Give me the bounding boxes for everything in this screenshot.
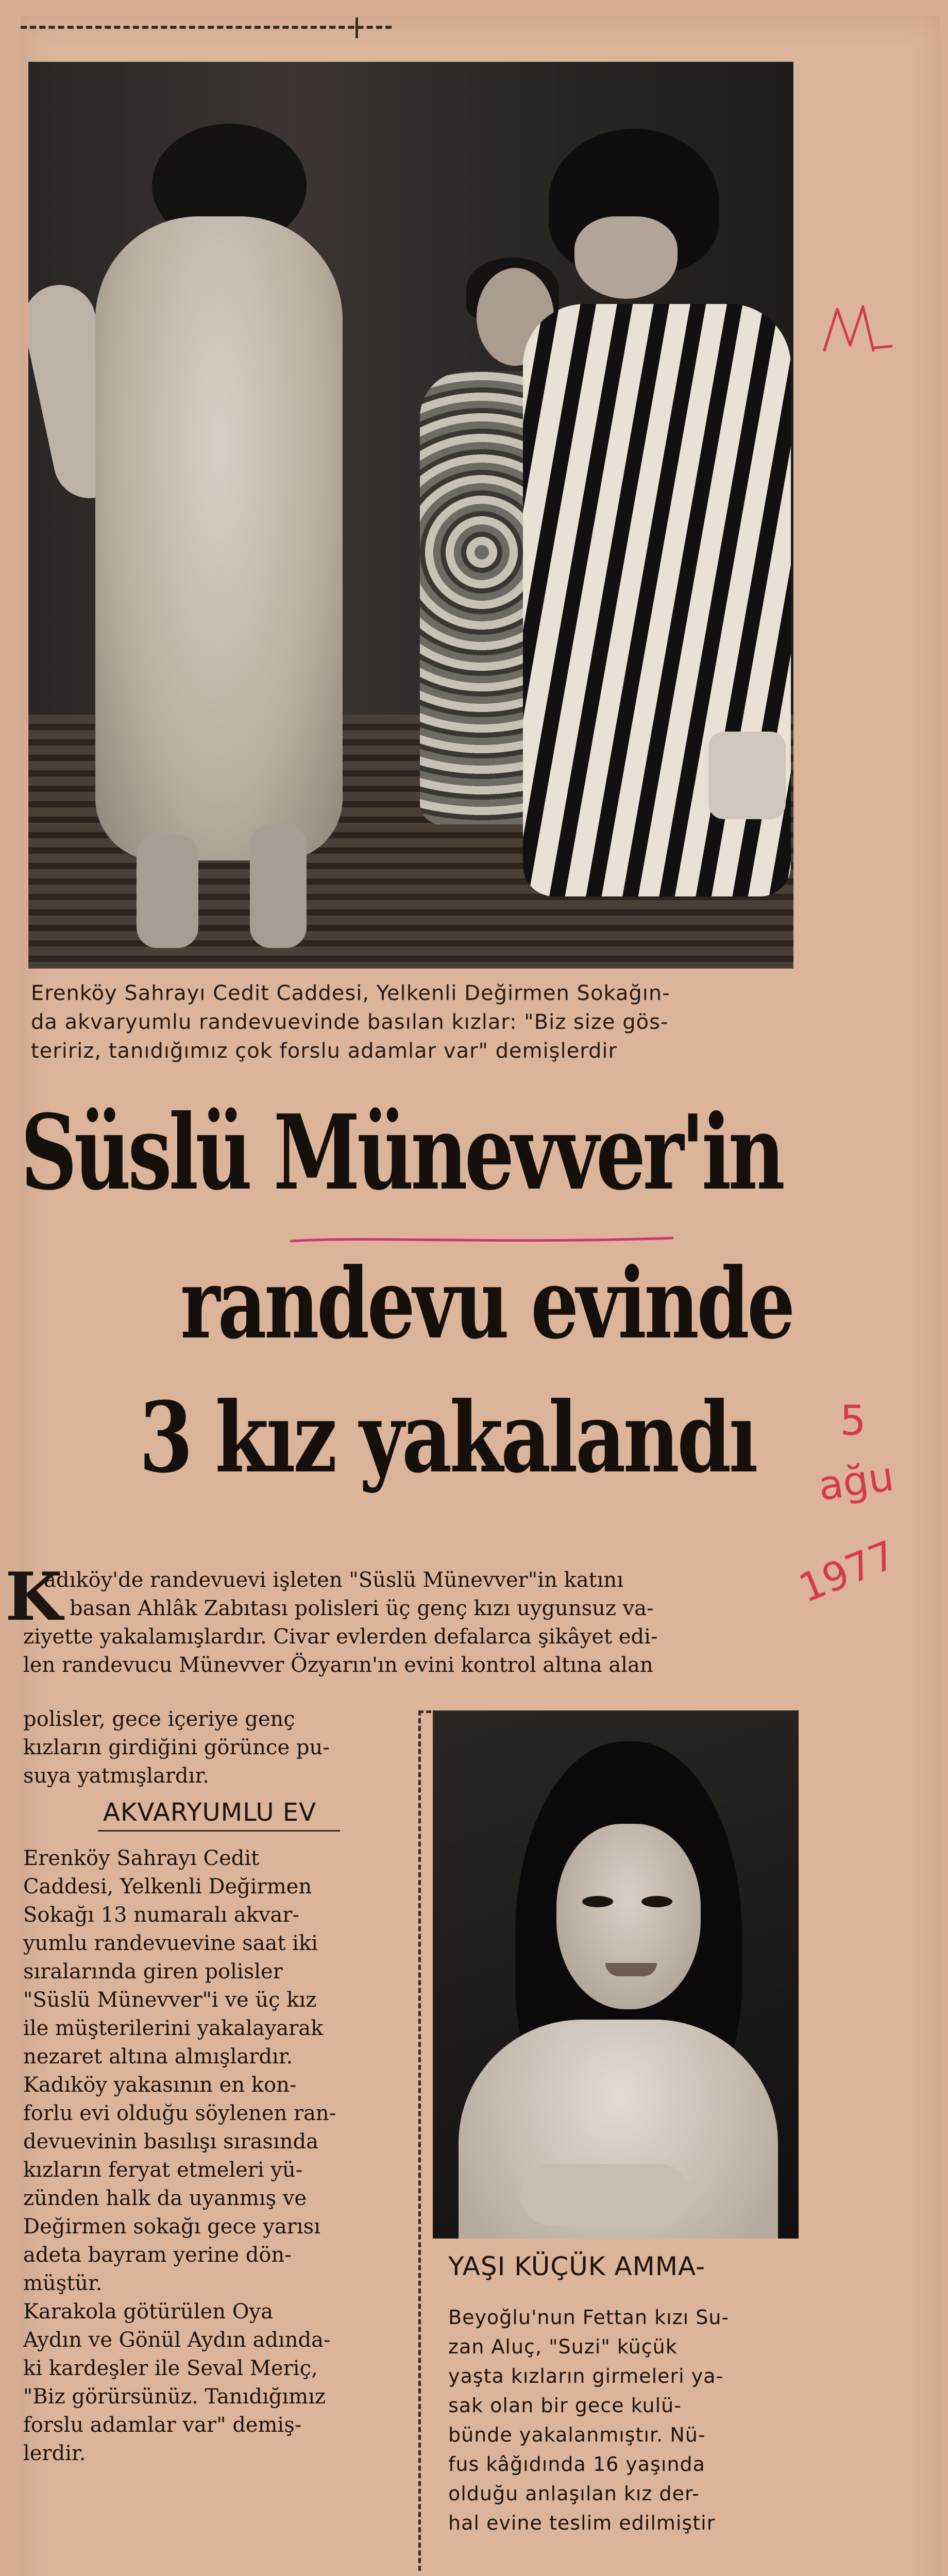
article-line: Karakola götürülen Oya bbox=[23, 2300, 273, 2324]
article-left-column-a bbox=[23, 1705, 404, 1790]
article-line: yaşta kızların girmeleri ya- bbox=[448, 2365, 724, 2387]
article-line: Değirmen sokağı gece yarısı bbox=[23, 2215, 320, 2239]
date-month: ağu bbox=[815, 1453, 897, 1510]
top-photo-caption bbox=[31, 979, 788, 1065]
article-line: hal evine teslim edilmiştir bbox=[448, 2512, 716, 2534]
article-line: "Biz görürsünüz. Tanıdığımız bbox=[23, 2385, 326, 2409]
article-line: nezaret altına almışlardır. bbox=[23, 2045, 293, 2069]
article-line: forlu evi olduğu söylenen ran- bbox=[23, 2102, 336, 2125]
article-line: Kadıköy yakasının en kon- bbox=[23, 2073, 297, 2097]
article-line: Beyoğlu'nun Fettan kızı Su- bbox=[448, 2306, 730, 2329]
article-line: sıralarında giren polisler bbox=[23, 1960, 283, 1984]
article-line: fus kâğıdında 16 yaşında bbox=[448, 2453, 705, 2476]
handwritten-date bbox=[783, 1386, 943, 1613]
caption-line: teririz, tanıdığımız çok forslu adamlar var" demişlerdir bbox=[31, 1039, 617, 1063]
headline-line-1: Süslü Münevver'in bbox=[21, 1092, 782, 1213]
article-line: Erenköy Sahrayı Cedit bbox=[23, 1846, 260, 1870]
pen-underline bbox=[289, 1234, 675, 1245]
article-line: zan Aluç, "Suzi" küçük bbox=[448, 2335, 678, 2358]
article-line: bünde yakalanmıştır. Nü- bbox=[448, 2424, 706, 2446]
article-line: kızların feryat etmeleri yü- bbox=[23, 2158, 303, 2182]
portrait-photo-suzi bbox=[433, 1710, 799, 2239]
article-line: Caddesi, Yelkenli Değirmen bbox=[23, 1875, 312, 1899]
article-right-column bbox=[448, 2303, 799, 2538]
top-dashed-rule bbox=[21, 26, 392, 29]
caption-line: Erenköy Sahrayı Cedit Caddesi, Yelkenli Değirmen Sokağın- bbox=[31, 981, 670, 1005]
article-line: basan Ahlâk Zabıtası polisleri üç genç kızı uygunsuz va- bbox=[70, 1597, 654, 1620]
subhead-yasi-kucuk: YAŞI KÜÇÜK AMMA- bbox=[448, 2251, 706, 2281]
article-intro bbox=[23, 1566, 791, 1680]
article-line: len randevucu Münevver Özyarın'ın evini kontrol altına alan bbox=[23, 1653, 653, 1677]
article-line: forslu adamlar var" demiş- bbox=[23, 2413, 302, 2437]
caption-line: da akvaryumlu randevuevinde basılan kızlar: "Biz size gös- bbox=[31, 1010, 669, 1034]
article-line: adıköy'de randevuevi işleten "Süslü Münevver"in katını bbox=[44, 1568, 623, 1592]
article-line: müştür. bbox=[23, 2272, 103, 2295]
top-tick-mark bbox=[356, 18, 358, 38]
article-left-column-b bbox=[23, 1844, 404, 2468]
top-photo-women bbox=[28, 62, 793, 969]
subhead-akvaryumlu-ev: AKVARYUMLU EV bbox=[103, 1798, 316, 1827]
article-line: devuevinin basılışı sırasında bbox=[23, 2130, 318, 2154]
article-line: Sokağı 13 numaralı akvar- bbox=[23, 1903, 300, 1927]
article-line: ziyette yakalamışlardır. Civar evlerden defalarca şikâyet edi- bbox=[23, 1625, 658, 1649]
handwritten-margin-mark bbox=[814, 289, 896, 371]
article-line: yumlu randevuevine saat iki bbox=[23, 1931, 318, 1955]
headline-line-3: 3 kız yakalandı bbox=[139, 1381, 756, 1495]
article-line: olduğu anlaşılan kız der- bbox=[448, 2482, 700, 2505]
date-day: 5 bbox=[840, 1397, 866, 1445]
date-year: 1977 bbox=[792, 1531, 902, 1612]
subhead-rule bbox=[98, 1830, 340, 1832]
article-line: polisler, gece içeriye genç bbox=[23, 1707, 295, 1731]
article-line: lerdir. bbox=[23, 2442, 86, 2465]
article-line: suya yatmışlardır. bbox=[23, 1764, 209, 1788]
article-line: Aydın ve Gönül Aydın adında- bbox=[23, 2328, 331, 2352]
article-line: ile müşterilerini yakalayarak bbox=[23, 2016, 324, 2040]
headline-line-2: randevu evinde bbox=[180, 1247, 793, 1361]
drop-cap: K bbox=[5, 1558, 63, 1636]
article-line: ki kardeşler ile Seval Meriç, bbox=[23, 2357, 318, 2380]
column-divider-dashed bbox=[418, 1710, 421, 2571]
article-line: sak olan bir gece kulü- bbox=[448, 2394, 682, 2417]
article-line: kızların girdiğini görünce pu- bbox=[23, 1736, 330, 1759]
article-line: zünden halk da uyanmış ve bbox=[23, 2187, 307, 2210]
article-line: "Süslü Münevver"i ve üç kız bbox=[23, 1988, 317, 2012]
article-line: adeta bayram yerine dön- bbox=[23, 2243, 292, 2267]
